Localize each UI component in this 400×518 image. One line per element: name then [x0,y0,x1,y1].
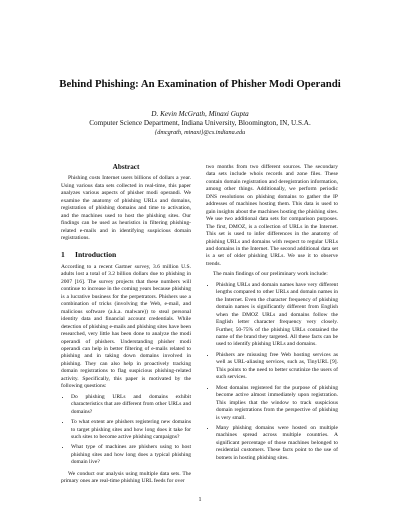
right-paragraph-1: two months from two different sources. The secondary data sets include whois records and zone files. These contain domain registration and deregistration information, among other things. Additionally, we perform periodic DNS resolutions on phishing domains to gather the IP addresses of machines hosting them. This data is used to gain insights about the machines hosting the phishing sites. We use two additional data sets for comparison purposes. The first, DMOZ, is a collection of URLs in the Internet. This set is used to infer differences in the anatomy of phishing URLs and domains with respect to regular URLs and domains in the Internet. The second additional data set is a set of older phishing URLs. We use it to observe trends. [206,164,338,267]
page-number: 1 [198,497,202,503]
question-item: • To what extent are phishers registering new domains to target phishing sites and how long does it take for such sites to become active phishing campaigns? [71,419,191,441]
paper-email: {dmcgrath, minaxi}@cs.indiana.edu [154,129,246,136]
question-item: • Do phishing URLs and domains exhibit characteristics that are different from other URLs and domains? [71,394,191,416]
intro-paragraph-2: We conduct our analysis using multiple data sets. The primary ones are real-time phishing URL feeds for over [61,470,191,485]
intro-section-number: 1 [61,249,65,259]
finding-item: • Phishing URLs and domain names have very different lengths compared to other URLs and domain names in the Internet. Even the character frequency of phishing domain names is significantly different from English when the DMOZ URLs and domains follow the English letter character frequency very closely. Further, 50-75% of the phishing URLs contained the name of the brand they targeted. All these facts can be used to identify phishing URLs and domains. [216,282,338,349]
finding-item: • Phishers are misusing free Web hosting services as well as URL-aliasing services, such as, TinyURL [9]. This points to the need to better scrutinize the users of such services. [216,352,338,382]
paper-title: Behind Phishing: An Examination of Phisher Modi Operandi [59,78,341,90]
intro-paragraph-1: According to a recent Gartner survey, 3.6 million U.S. adults lost a total of 3.2 billion dollars due to phishing in 2007 [16]. The survey projects that these numbers will continue to increase in the coming years because phishing is a lucrative business for the perpetrators. Phishers use a combination of tricks (involving the Web, e-mail, and malicious software (a.k.a. malware)) to steal personal identity data and financial account credentials. While detection of phishing e-mails and phishing sites have been researched, very little has been done to analyze the modi operandi of phishers. Understanding phisher modi operandi can help in better filtering of e-mails related to phishing and in taking down domains involved in phishing. They can also help in proactively tracking domain registrations to flag suspicious phishing-related activity. Specifically, this paper is motivated by the following questions: [61,263,191,390]
left-column [61,164,191,489]
finding-item: • Many phishing domains were hosted on multiple machines spread across multiple countries. A significant percentage of those machines belonged to residential customers. These facts point to the use of botnets in hosting phishing sites. [216,425,338,462]
abstract-heading: Abstract [112,163,140,171]
right-column [206,164,338,466]
right-paragraph-2: The main findings of our preliminary work include: [213,271,328,278]
paper-authors: D. Kevin McGrath, Minaxi Gupta [151,110,249,118]
abstract-section [61,164,191,243]
paper-affiliation: Computer Science Department, Indiana University, Bloomington, IN, U.S.A. [89,119,311,127]
intro-section-title: Introduction [75,249,117,259]
finding-item: • Most domains registered for the purpose of phishing become active almost immediately upon registration. This implies that the window to track suspicious domain registrations from the perspective of phishing is very small. [216,385,338,422]
question-item: • What type of machines are phishers using to host phishing sites and how long does a typical phishing domain live? [71,444,191,466]
findings-list [206,282,338,462]
question-list [61,394,191,467]
abstract-text: Phishing costs Internet users billions of dollars a year. Using various data sets collected in real-time, this paper analyzes various aspects of phisher modi operandi. We examine the anatomy of phishing URLs and domains, registration of phishing domains and time to activation, and the machines used to host the phishing sites. Our findings can be used as heuristics in filtering phishing-related e-mails and in identifying suspicious domain registrations. [61,175,191,242]
intro-heading [61,251,191,258]
